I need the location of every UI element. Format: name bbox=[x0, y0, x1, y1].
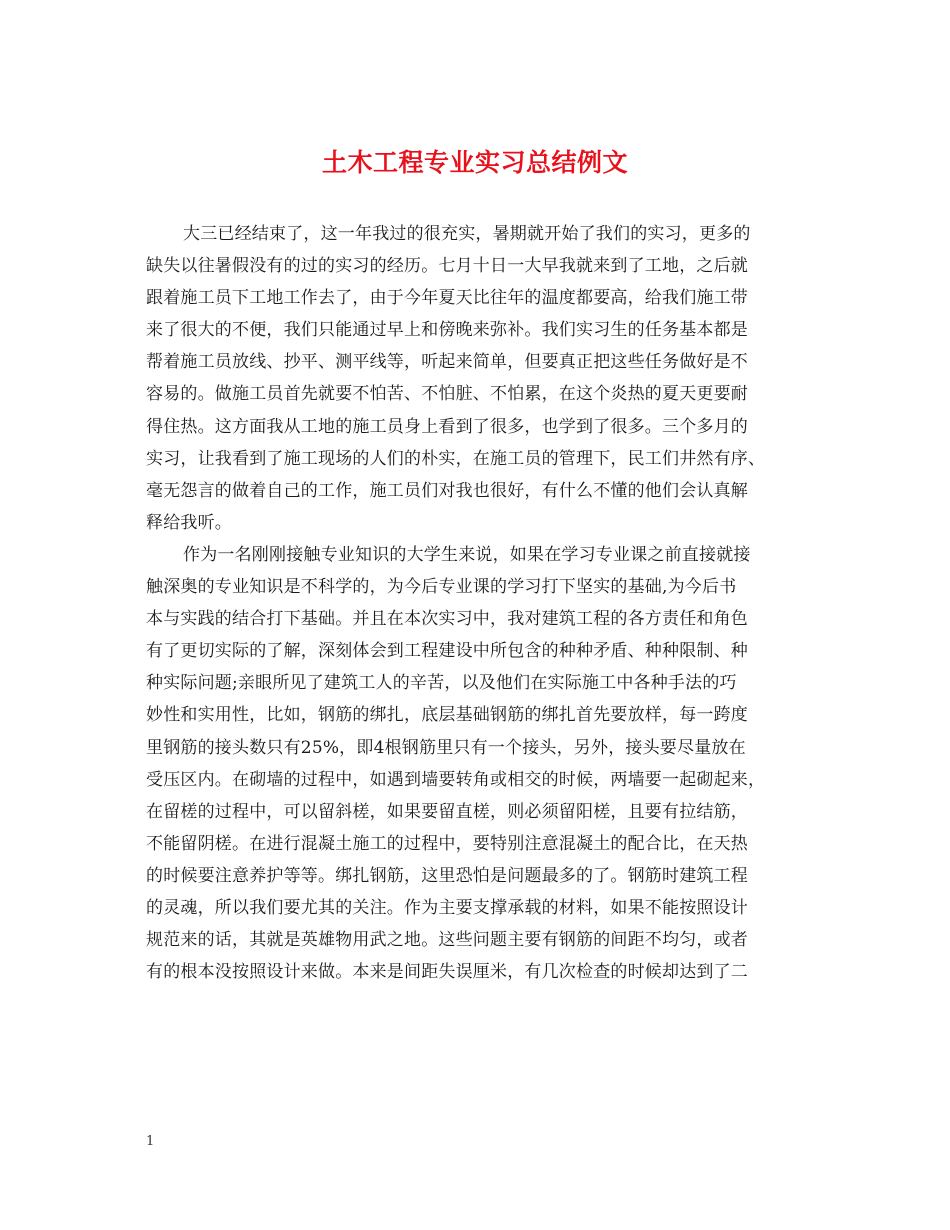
text-line: 里钢筋的接头数只有25%，即4根钢筋里只有一个接头，另外，接头要尽量放在 bbox=[146, 737, 746, 758]
text-line: 跟着施工员下工地工作去了，由于今年夏天比往年的温度都要高，给我们施工带 bbox=[146, 288, 748, 309]
text-line: 本与实践的结合打下基础。并且在本次实习中，我对建筑工程的各方责任和角色 bbox=[146, 609, 748, 630]
text-line: 触深奥的专业知识是不科学的，为今后专业课的学习打下坚实的基础,为今后书 bbox=[146, 577, 737, 598]
text-line: 不能留阴槎。在进行混凝土施工的过程中，要特别注意混凝土的配合比，在天热 bbox=[146, 833, 748, 854]
text-line: 受压区内。在砌墙的过程中，如遇到墙要转角或相交的时候，两墙要一起砌起来， bbox=[146, 769, 766, 790]
paragraph-first-line: 大三已经结束了，这一年我过的很充实，暑期就开始了我们的实习，更多的 bbox=[183, 224, 751, 244]
document-title: 土木工程专业实习总结例文 bbox=[321, 148, 628, 177]
text-line: 帮着施工员放线、抄平、测平线等，听起来简单，但要真正把这些任务做好是不 bbox=[146, 352, 748, 373]
text-line: 毫无怨言的做着自己的工作，施工员们对我也很好，有什么不懂的他们会认真解 bbox=[146, 480, 748, 501]
text-line: 在留槎的过程中，可以留斜槎，如果要留直槎，则必须留阳槎，且要有拉结筋， bbox=[146, 801, 748, 822]
text-line: 妙性和实用性，比如，钢筋的绑扎，底层基础钢筋的绑扎首先要放样，每一跨度 bbox=[146, 705, 748, 726]
paragraph-first-line: 作为一名刚刚接触专业知识的大学生来说，如果在学习专业课之前直接就接 bbox=[183, 544, 751, 565]
text-line: 得住热。这方面我从工地的施工员身上看到了很多，也学到了很多。三个多月的 bbox=[146, 416, 748, 437]
text-line: 来了很大的不便，我们只能通过早上和傍晚来弥补。我们实习生的任务基本都是 bbox=[146, 320, 748, 341]
text-line: 实习，让我看到了施工现场的人们的朴实，在施工员的管理下，民工们井然有序、 bbox=[146, 448, 766, 469]
document-body bbox=[146, 218, 816, 988]
text-line: 有的根本没按照设计来做。本来是间距失误厘米，有几次检查的时候却达到了二 bbox=[146, 962, 748, 983]
text-line: 种实际问题;亲眼所见了建筑工人的辛苦，以及他们在实际施工中各种手法的巧 bbox=[146, 673, 737, 694]
text-line: 的灵魂，所以我们要尤其的关注。作为主要支撑承载的材料，如果不能按照设计 bbox=[146, 897, 748, 918]
page-number: 1 bbox=[146, 1134, 155, 1149]
text-line: 释给我听。 bbox=[146, 512, 232, 533]
text-line: 容易的。做施工员首先就要不怕苦、不怕脏、不怕累，在这个炎热的夏天更要耐 bbox=[146, 384, 748, 405]
text-line: 的时候要注意养护等等。绑扎钢筋，这里恐怕是问题最多的了。钢筋时建筑工程 bbox=[146, 865, 748, 886]
text-line: 有了更切实际的了解，深刻体会到工程建设中所包含的种种矛盾、种种限制、种 bbox=[146, 641, 748, 662]
text-line: 规范来的话，其就是英雄物用武之地。这些问题主要有钢筋的间距不均匀，或者 bbox=[146, 930, 748, 951]
text-line: 缺失以往暑假没有的过的实习的经历。七月十日一大早我就来到了工地，之后就 bbox=[146, 256, 748, 277]
